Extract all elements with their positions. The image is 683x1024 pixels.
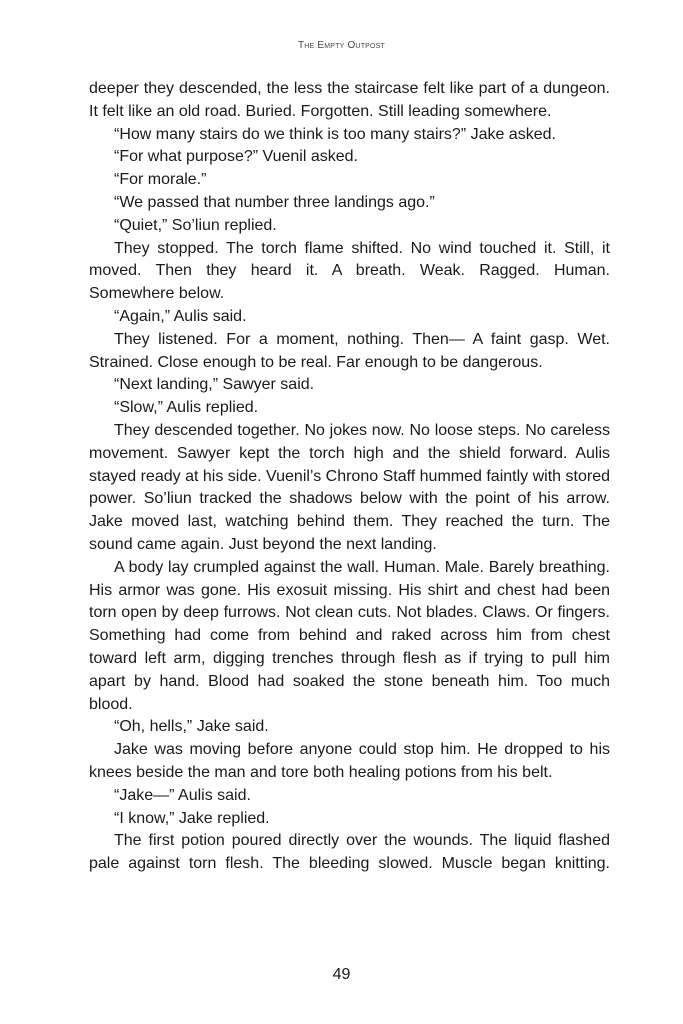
paragraph: “Slow,” Aulis replied. bbox=[114, 399, 259, 417]
page-number: 49 bbox=[332, 966, 351, 983]
body-text bbox=[89, 78, 610, 876]
paragraph: They descended together. No jokes now. No loose steps. No careless movement. Sawyer kept the torch high and the shield forward. Aulis stayed ready at his side. Vuenil’s Chrono Staff hummed faintly with stored power. So’liun tracked the shadows below with the point of his arrow. Jake moved last, watching behind them. They reached the turn. The sound came again. Just beyond the next landing. bbox=[89, 421, 610, 553]
paragraph: “For morale.” bbox=[114, 171, 207, 189]
paragraph: “For what purpose?” Vuenil asked. bbox=[114, 148, 358, 166]
paragraph: “Next landing,” Sawyer said. bbox=[114, 376, 315, 394]
paragraph: “Jake—” Aulis said. bbox=[114, 786, 251, 804]
paragraph: “Oh, hells,” Jake said. bbox=[114, 718, 269, 736]
paragraph: Jake was moving before anyone could stop him. He dropped to his knees beside the man and tore both healing potions from his belt. bbox=[89, 741, 610, 781]
paragraph: “Quiet,” So’liun replied. bbox=[114, 216, 277, 234]
running-header-title: The Empty Outpost bbox=[297, 40, 386, 51]
paragraph: deeper they descended, the less the staircase felt like part of a dungeon. It felt like an old road. Buried. Forgotten. Still leading somewhere. bbox=[89, 80, 610, 120]
paragraph: A body lay crumpled against the wall. Human. Male. Barely breathing. His armor was gone. His exosuit missing. His shirt and chest had been torn open by deep furrows. Not clean cuts. Not blades. Claws. Or fingers. Something had come from behind and raked across him from chest toward left arm, digging trenches through flesh as if trying to pull him apart by hand. Blood had soaked the stone beneath him. Too much blood. bbox=[89, 558, 610, 713]
paragraph: “We passed that number three landings ago.” bbox=[114, 193, 435, 211]
running-header bbox=[0, 40, 683, 51]
paragraph: “How many stairs do we think is too many stairs?” Jake asked. bbox=[114, 125, 556, 143]
paragraph: The first potion poured directly over the wounds. The liquid flashed pale against torn flesh. The bleeding slowed. Muscle began knitting. bbox=[89, 832, 610, 873]
paragraph: “Again,” Aulis said. bbox=[114, 307, 247, 325]
paragraph: “I know,” Jake replied. bbox=[114, 809, 270, 827]
paragraph: They stopped. The torch flame shifted. No wind touched it. Still, it moved. Then they heard it. A breath. Weak. Ragged. Human. Somewhere below. bbox=[89, 239, 610, 303]
paragraph: They listened. For a moment, nothing. Then— A faint gasp. Wet. Strained. Close enough to be real. Far enough to be dangerous. bbox=[89, 330, 610, 371]
